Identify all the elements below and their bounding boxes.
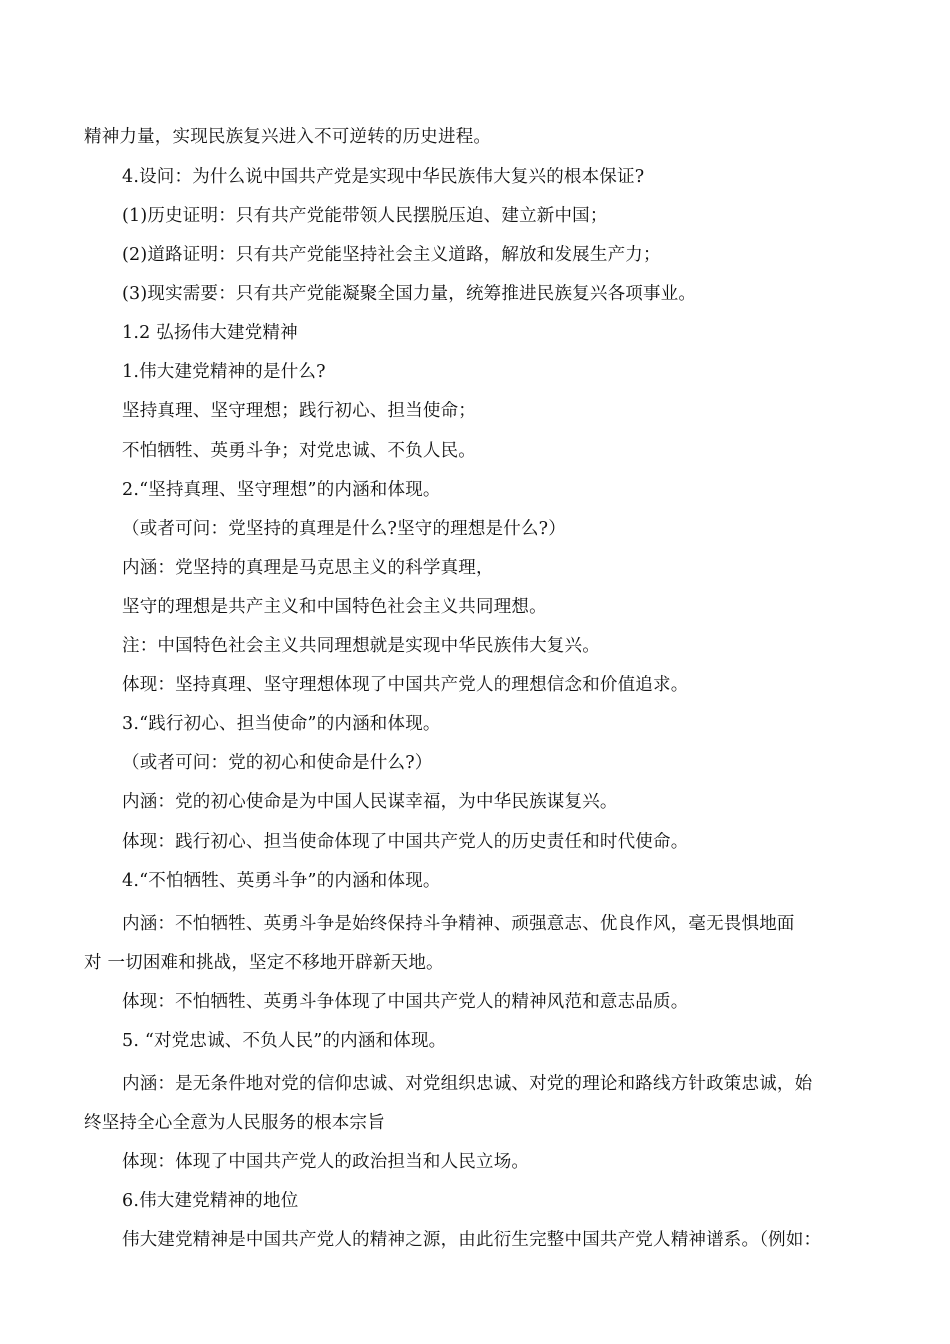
question-heading: 6.伟大建党精神的地位 — [122, 1191, 299, 1211]
text-line: 注：中国特色社会主义共同理想就是实现中华民族伟大复兴。 — [122, 636, 600, 656]
question-heading: 2.“坚持真理、坚守理想”的内涵和体现。 — [122, 480, 441, 500]
text-line: 体现：践行初心、担当使命体现了中国共产党人的历史责任和时代使命。 — [122, 832, 689, 852]
question-heading: 4.设问：为什么说中国共产党是实现中华民族伟大复兴的根本保证? — [122, 167, 645, 187]
text-line: 伟大建党精神是中国共产党人的精神之源，由此衍生完整中国共产党人精神谱系。（例如： — [122, 1230, 822, 1250]
text-line: 精神力量，实现民族复兴进入不可逆转的历史进程。 — [84, 127, 492, 147]
text-line: （或者可问：党的初心和使命是什么?） — [122, 753, 433, 773]
text-line: 内涵：是无条件地对党的信仰忠诚、对党组织忠诚、对党的理论和路线方针政策忠诚，始 — [122, 1074, 813, 1094]
text-line: 对 一切困难和挑战，坚定不移地开辟新天地。 — [84, 953, 444, 973]
text-line: 体现：不怕牺牲、英勇斗争体现了中国共产党人的精神风范和意志品质。 — [122, 992, 689, 1012]
question-heading: 3.“践行初心、担当使命”的内涵和体现。 — [122, 714, 441, 734]
list-item: (3)现实需要：只有共产党能凝聚全国力量，统筹推进民族复兴各项事业。 — [122, 284, 697, 304]
text-line: 体现：体现了中国共产党人的政治担当和人民立场。 — [122, 1152, 530, 1172]
text-line: 坚守的理想是共产主义和中国特色社会主义共同理想。 — [122, 597, 547, 617]
text-line: （或者可问：党坚持的真理是什么?坚守的理想是什么?） — [122, 519, 566, 539]
section-heading: 1.2 弘扬伟大建党精神 — [122, 323, 298, 343]
question-heading: 1.伟大建党精神的是什么? — [122, 362, 326, 382]
text-line: 内涵：不怕牺牲、英勇斗争是始终保持斗争精神、顽强意志、优良作风，毫无畏惧地面 — [122, 914, 795, 934]
question-heading: 4.“不怕牺牲、英勇斗争”的内涵和体现。 — [122, 871, 441, 891]
list-item: (2)道路证明：只有共产党能坚持社会主义道路，解放和发展生产力； — [122, 245, 661, 265]
text-line: 体现：坚持真理、坚守理想体现了中国共产党人的理想信念和价值追求。 — [122, 675, 689, 695]
text-line: 内涵：党坚持的真理是马克思主义的科学真理， — [122, 558, 494, 578]
text-line: 坚持真理、坚守理想；践行初心、担当使命； — [122, 401, 476, 421]
list-item: (1)历史证明：只有共产党能带领人民摆脱压迫、建立新中国； — [122, 206, 608, 226]
question-heading: 5. “对党忠诚、不负人民”的内涵和体现。 — [122, 1031, 447, 1051]
text-line: 不怕牺牲、英勇斗争；对党忠诚、不负人民。 — [122, 441, 476, 461]
text-line: 内涵：党的初心使命是为中国人民谋幸福，为中华民族谋复兴。 — [122, 792, 618, 812]
text-line: 终坚持全心全意为人民服务的根本宗旨 — [84, 1113, 385, 1133]
